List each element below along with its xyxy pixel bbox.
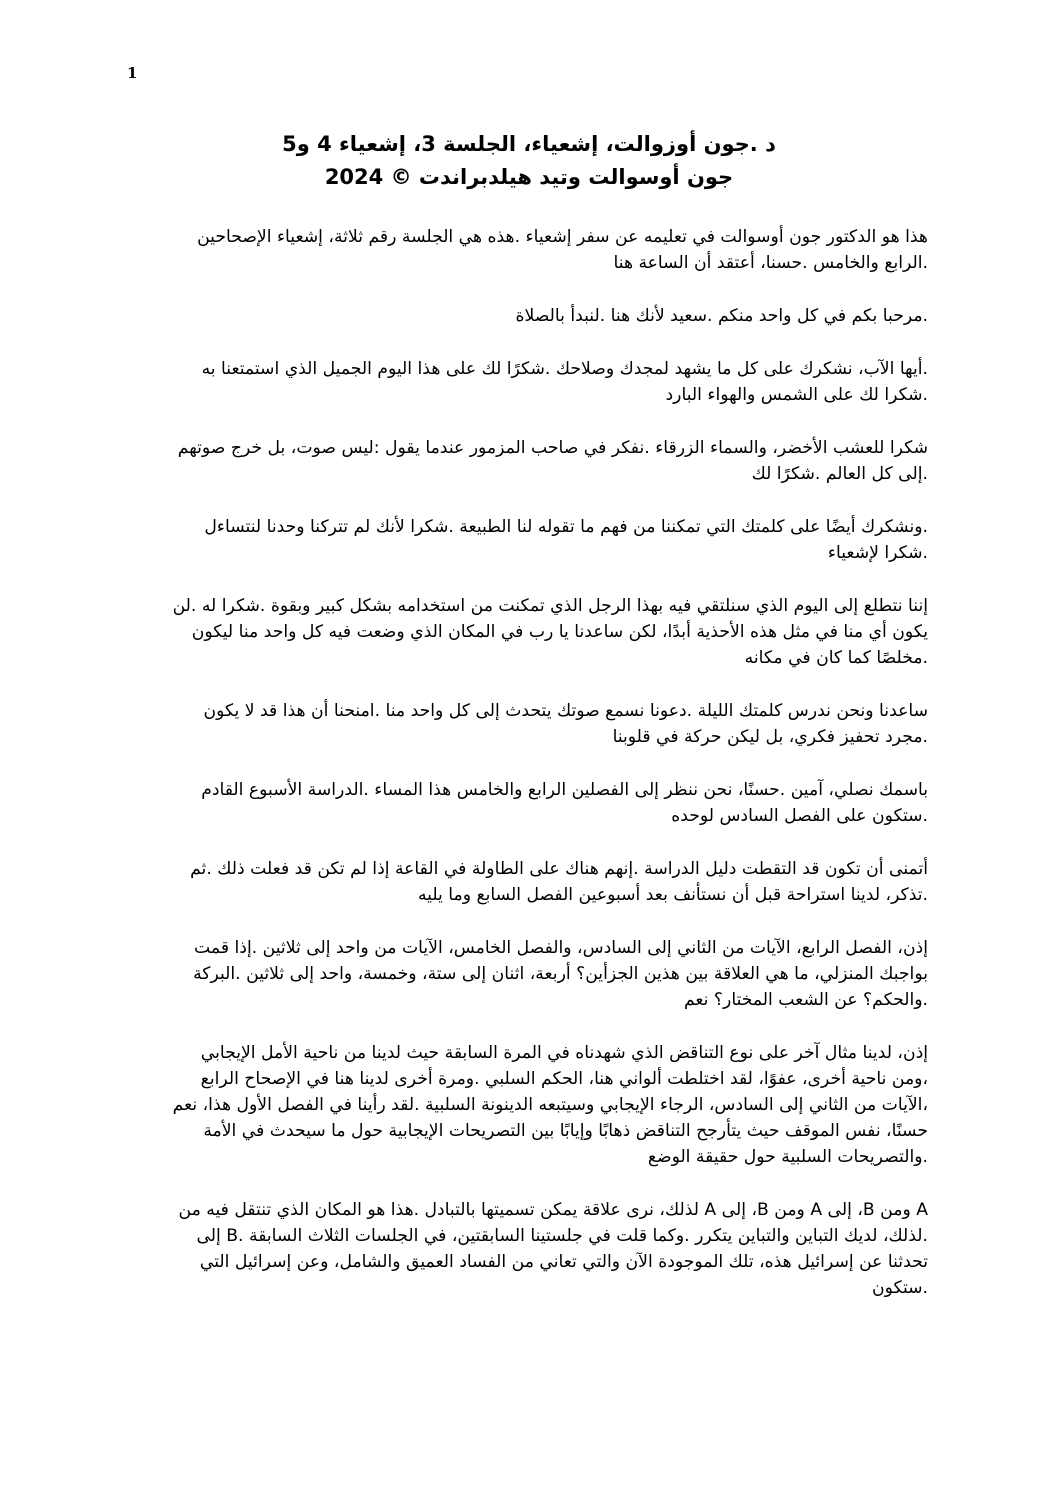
title-line-2: جون أوسوالت وتيد هيلدبراندت © 2024 <box>324 165 734 189</box>
paragraph: ساعدنا ونحن ندرس كلمتك الليلة .دعونا نسمع صوتك يتحدث إلى كل واحد منا .امنحنا أن هذا قد لا يكون .مجرد تحفيز فكري، بل ليكن حركة في قلوبنا <box>203 701 928 747</box>
paragraph: .مرحبا بكم في كل واحد منكم .سعيد لأنك هنا .لنبدأ بالصلاة <box>515 306 928 326</box>
paragraph: .أيها الآب، نشكرك على كل ما يشهد لمجدك وصلاحك .شكرًا لك على هذا اليوم الجميل الذي استمتعنا به .شكرا لك على الشمس والهواء البارد <box>201 359 928 405</box>
paragraph: .ونشكرك أيضًا على كلمتك التي تمكننا من فهم ما تقوله لنا الطبيعة .شكرا لأنك لم تتركنا وحدنا لنتساءل .شكرا لإشعياء <box>204 517 928 563</box>
paragraph: A ومن B، إلى A ومن B، إلى A لذلك، نرى علاقة يمكن تسميتها بالتبادل .هذا هو المكان الذي تنتقل فيه من .لذلك، لديك التباين والتباين يتكرر .وكما قلت في جلستينا السابقتين، في الجلسات الثلاث السابقة .B إلى تحدثنا عن إسرائيل هذه، تلك الموجودة الآن والتي تعاني من الفساد العميق والشامل، وعن إسرائيل التي .ستكون <box>178 1200 928 1298</box>
paragraph: شكرا للعشب الأخضر، والسماء الزرقاء .نفكر في صاحب المزمور عندما يقول :ليس صوت، بل خرج صوتهم .إلى كل العالم .شكرًا لك <box>177 438 928 484</box>
paragraph: إذن، لدينا مثال آخر على نوع التناقض الذي شهدناه في المرة السابقة حيث لدينا من ناحية الأمل الإيجابي ،ومن ناحية أخرى، عفوًا، لقد اختلطت ألواني هنا، الحكم السلبي .ومرة أخرى لدينا هنا في الإصحاح الرابع ،الآيات من الثاني إلى السادس، الرجاء الإيجابي وسيتبعه الدينونة السلبية .لقد رأينا في الفصل الأول هذا، نعم حسنًا، نفس الموقف حيث يتأرجح التناقض ذهابًا وإيابًا بين التصريحات الإيجابية حول ما سيحدث في الأمة .والتصريحات السلبية حول حقيقة الوضع <box>172 1043 928 1167</box>
paragraph: باسمك نصلي، آمين .حسنًا، نحن ننظر إلى الفصلين الرابع والخامس هذا المساء .الدراسة الأسبوع القادم .ستكون على الفصل السادس لوحده <box>201 780 928 826</box>
page-number: 1 <box>127 64 138 82</box>
document-title <box>130 128 928 194</box>
title-line-1: د .جون أوزوالت، إشعياء، الجلسة 3، إشعياء 4 و5 <box>282 132 776 156</box>
paragraph: هذا هو الدكتور جون أوسوالت في تعليمه عن سفر إشعياء .هذه هي الجلسة رقم ثلاثة، إشعياء الإصحاحين .الرابع والخامس .حسنا، أعتقد أن الساعة هنا <box>197 227 928 273</box>
paragraph: أتمنى أن تكون قد التقطت دليل الدراسة .إنهم هناك على الطاولة في القاعة إذا لم تكن قد فعلت ذلك .ثم .تذكر، لدينا استراحة قبل أن نستأنف بعد أسبوعين الفصل السابع وما يليه <box>190 859 928 905</box>
transcript-body <box>130 224 928 1328</box>
paragraph: إننا نتطلع إلى اليوم الذي سنلتقي فيه بهذا الرجل الذي تمكنت من استخدامه بشكل كبير وبقوة .شكرا له .لن يكون أي منا في مثل هذه الأحذية أبدًا، لكن ساعدنا يا رب في المكان الذي وضعت فيه كل واحد منا ليكون .مخلصًا كما كان في مكانه <box>172 596 928 668</box>
paragraph: إذن، الفصل الرابع، الآيات من الثاني إلى السادس، والفصل الخامس، الآيات من واحد إلى ثلاثين .إذا قمت بواجبك المنزلي، ما هي العلاقة بين هذين الجزأين؟ أربعة، اثنان إلى ستة، وخمسة، واحد إلى ثلاثين .البركة .والحكم؟ عن الشعب المختار؟ نعم <box>193 938 928 1010</box>
